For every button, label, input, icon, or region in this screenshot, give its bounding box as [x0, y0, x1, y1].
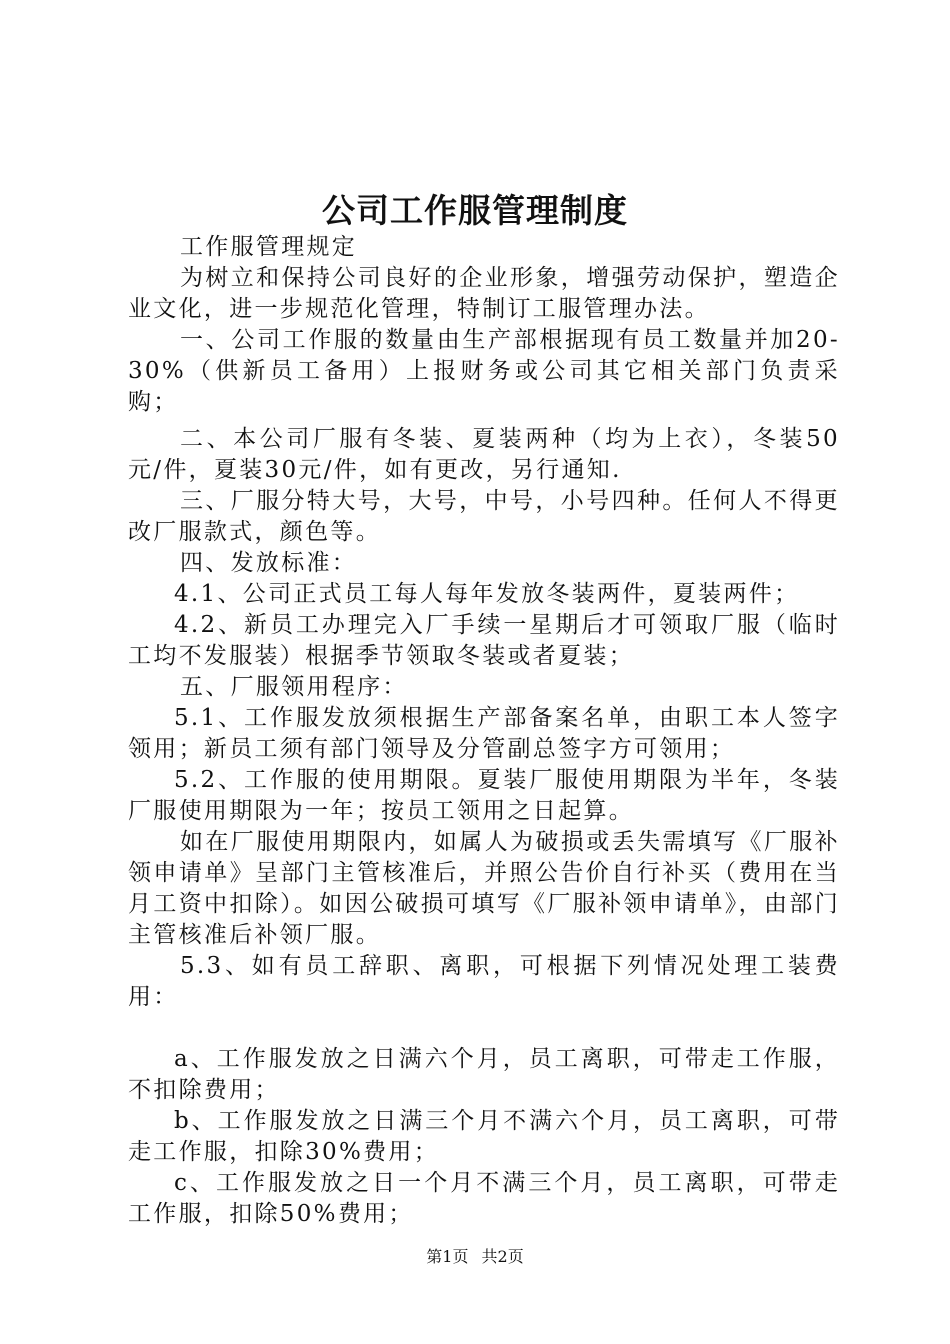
clause-5-1: 5.1、工作服发放须根据生产部备案名单，由职工本人签字领用；新员工须有部门领导及分管副总签字方可领用；: [128, 705, 840, 762]
clause-4-heading: 四、发放标准：: [180, 550, 358, 576]
clause-4-2: 4.2、新员工办理完入厂手续一星期后才可领取厂服（临时工均不发服装）根据季节领取冬装或者夏装；: [128, 612, 840, 669]
clause-4-1: 4.1、公司正式员工每人每年发放冬装两件，夏装两件；: [174, 581, 800, 607]
clause-5-2-note: 如在厂服使用期限内，如属人为破损或丢失需填写《厂服补领申请单》呈部门主管核准后，并照公告价自行补买（费用在当月工资中扣除）。如因公破损可填写《厂服补领申请单》，由部门主管核准后补领厂服。: [128, 829, 840, 948]
clause-5-3: 5.3、如有员工辞职、离职，可根据下列情况处理工装费用：: [128, 953, 840, 1010]
clause-2: 二、本公司厂服有冬装、夏装两种（均为上衣），冬装50元/件，夏装30元/件，如有更改，另行通知.: [128, 426, 840, 483]
clause-5-3-c: c、工作服发放之日一个月不满三个月，员工离职，可带走工作服，扣除50%费用；: [128, 1170, 840, 1227]
page-number: 第1页: [426, 1247, 469, 1266]
page-footer: [0, 1244, 950, 1267]
clause-5-3-b: b、工作服发放之日满三个月不满六个月，员工离职，可带走工作服，扣除30%费用；: [128, 1108, 840, 1165]
clause-3: 三、厂服分特大号，大号，中号，小号四种。任何人不得更改厂服款式，颜色等。: [128, 488, 840, 545]
document-title: 公司工作服管理制度: [322, 191, 628, 230]
page-total: 共2页: [481, 1247, 524, 1266]
clause-5-2: 5.2、工作服的使用期限。夏装厂服使用期限为半年，冬装厂服使用期限为一年；按员工领用之日起算。: [128, 767, 840, 824]
clause-5-heading: 五、厂服领用程序：: [180, 674, 408, 700]
section-heading: 工作服管理规定: [180, 234, 358, 260]
document-body: [128, 232, 840, 1230]
clause-5-3-a: a、工作服发放之日满六个月，员工离职，可带走工作服，不扣除费用；: [128, 1046, 840, 1103]
clause-1: 一、公司工作服的数量由生产部根据现有员工数量并加20-30%（供新员工备用）上报财务或公司其它相关部门负责采购；: [128, 327, 840, 415]
intro-paragraph: 为树立和保持公司良好的企业形象，增强劳动保护，塑造企业文化，进一步规范化管理，特制订工服管理办法。: [128, 265, 840, 322]
